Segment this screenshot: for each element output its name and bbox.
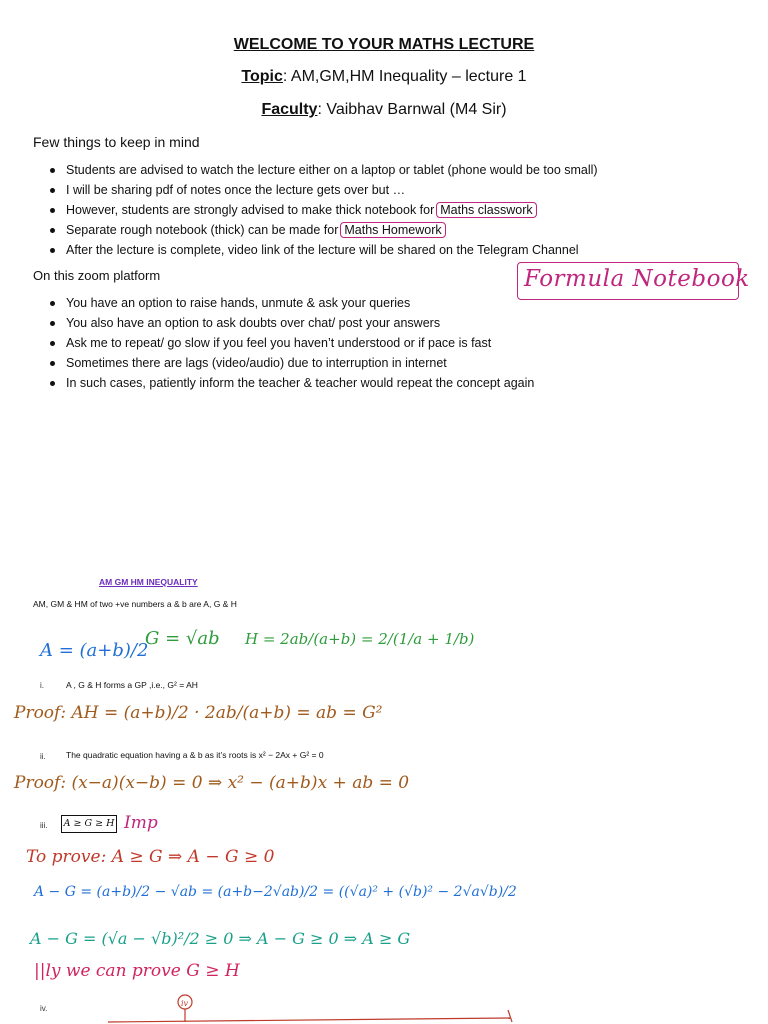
faculty-value: : Vaibhav Barnwal (M4 Sir) [317,101,507,118]
item-i-text: A , G & H forms a GP ,i.e., G² = AH [66,680,198,690]
hw-to-prove: To prove: A ≥ G ⇒ A − G ≥ 0 [26,847,275,867]
list-item-text: You have an option to raise hands, unmute & ask your queries [66,296,411,310]
iv-mark [508,1010,512,1022]
hw-h-def: H = 2ab/(a+b) = 2/(1/a + 1/b) [245,630,475,648]
list-item-text: Students are advised to watch the lecture either on a laptop or tablet (phone would be too small) [66,163,598,177]
boxed-annotation-classwork: Maths classwork [436,202,536,218]
keep-in-mind-heading: Few things to keep in mind [33,134,200,150]
hw-a-def: A = (a+b)/2 [40,640,149,661]
notes-intro: AM, GM & HM of two +ve numbers a & b are A, G & H [33,599,237,609]
hw-a-minus-g-line-2: A − G = (√a − √b)²/2 ≥ 0 ⇒ A − G ≥ 0 ⇒ A ≥ G [30,929,411,948]
list-item-text: Ask me to repeat/ go slow if you feel you haven’t understood or if pace is fast [66,336,492,350]
notes-heading: AM GM HM INEQUALITY [99,577,198,587]
list-item-text: I will be sharing pdf of notes once the lecture gets over but … [66,183,406,197]
formula-notebook-annotation: Formula Notebook [524,266,750,292]
zoom-heading: On this zoom platform [33,268,161,283]
list-item-text: After the lecture is complete, video link of the lecture will be shared on the Telegram Channel [66,243,579,257]
hw-proof-2: Proof: (x−a)(x−b) = 0 ⇒ x² − (a+b)x + ab = 0 [14,773,410,793]
list-item-text: In such cases, patiently inform the teacher & teacher would repeat the concept again [66,376,535,390]
hw-imp: Imp [124,813,158,833]
iv-number-line [108,1018,510,1022]
hw-iv-label: iv [181,999,189,1008]
item-ii-text: The quadratic equation having a & b as it’s roots is x² − 2Ax + G² = 0 [66,750,324,760]
hw-a-minus-g-line-1: A − G = (a+b)/2 − √ab = (a+b−2√ab)/2 = ((√a)² + (√b)² − 2√a√b)/2 [34,884,517,900]
boxed-annotation-homework: Maths Homework [340,222,445,238]
list-item-text: However, students are strongly advised to make thick notebook for [66,203,435,217]
item-number-ii: ii. [40,752,46,761]
list-item-text: Sometimes there are lags (video/audio) due to interruption in internet [66,356,447,370]
hw-g-def: G = √ab [145,628,220,649]
item-number-i: i. [40,681,44,690]
topic-label: Topic [241,68,283,85]
list-item-text: You also have an option to ask doubts over chat/ post your answers [66,316,441,330]
item-number-iii: iii. [40,821,48,830]
topic-value: : AM,GM,HM Inequality – lecture 1 [282,68,527,85]
hw-similarly: ||ly we can prove G ≥ H [34,961,240,981]
item-number-iv: iv. [40,1004,48,1013]
list-item-text: Separate rough notebook (thick) can be made for [66,223,339,237]
page-title: WELCOME TO YOUR MATHS LECTURE [233,36,535,53]
hw-proof-1: Proof: AH = (a+b)/2 · 2ab/(a+b) = ab = G² [14,703,383,723]
faculty-label: Faculty [261,101,318,118]
item-iii-boxed: A ≥ G ≥ H [61,815,117,833]
